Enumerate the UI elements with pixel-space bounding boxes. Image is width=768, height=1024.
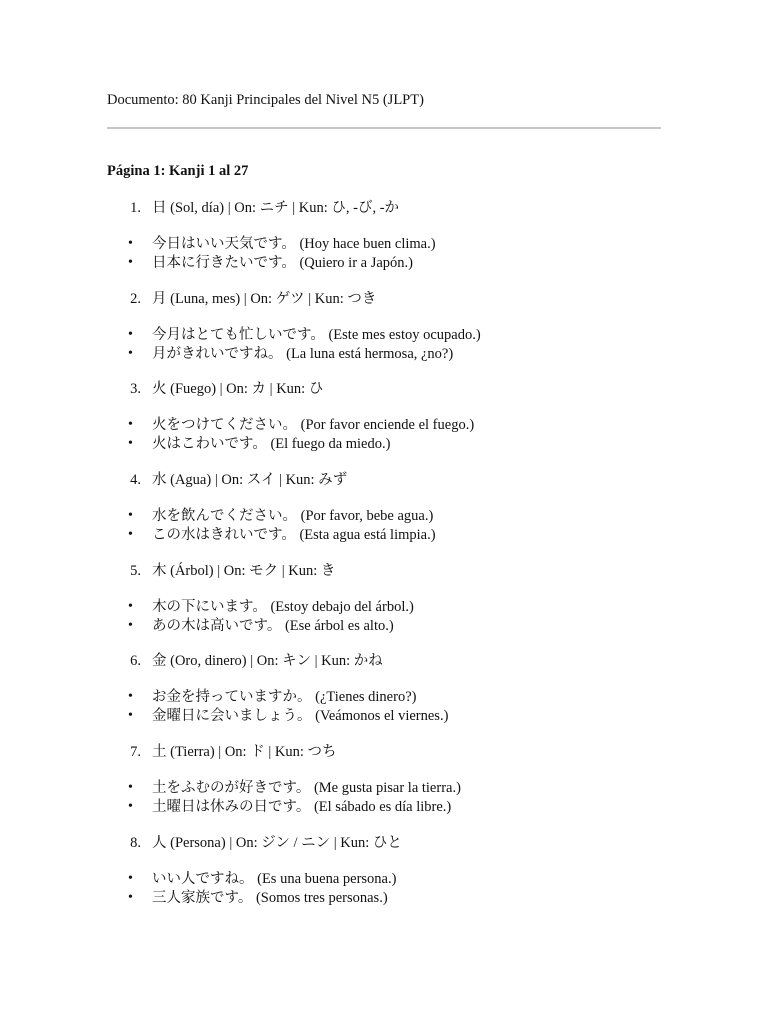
bullet-icon: •: [128, 798, 133, 814]
bullet-icon: •: [128, 327, 133, 342]
page-heading: Página 1: Kanji 1 al 27: [107, 163, 249, 179]
bullet-icon: •: [128, 435, 133, 451]
bullet-icon: •: [128, 417, 133, 432]
entry-number: 8.: [130, 835, 141, 851]
entry-number: 1.: [130, 200, 141, 216]
document-title: Documento: 80 Kanji Principales del Nivel N5 (JLPT): [107, 92, 424, 108]
bullet-icon: •: [128, 345, 133, 361]
entry-number: 6.: [130, 653, 141, 669]
bullet-icon: •: [128, 871, 133, 886]
bullet-icon: •: [128, 526, 133, 542]
bullet-icon: •: [128, 689, 133, 704]
entry-number: 4.: [130, 472, 141, 488]
entry-number: 2.: [130, 291, 141, 307]
kanji-definition: 水 (Agua) | On: スイ | Kun: みず: [152, 472, 348, 488]
bullet-icon: •: [128, 599, 133, 614]
bullet-icon: •: [128, 780, 133, 795]
bullet-icon: •: [128, 254, 133, 270]
entry-number: 7.: [130, 744, 141, 760]
bullet-icon: •: [128, 508, 133, 523]
kanji-definition: 金 (Oro, dinero) | On: キン | Kun: かね: [152, 653, 383, 669]
bullet-icon: •: [128, 707, 133, 723]
kanji-definition: 火 (Fuego) | On: カ | Kun: ひ: [152, 381, 324, 397]
kanji-definition: 木 (Árbol) | On: モク | Kun: き: [152, 563, 336, 579]
kanji-definition: 土 (Tierra) | On: ド | Kun: つち: [152, 744, 337, 760]
kanji-definition: 月 (Luna, mes) | On: ゲツ | Kun: つき: [152, 291, 377, 307]
bullet-icon: •: [128, 617, 133, 633]
kanji-definition: 日 (Sol, día) | On: ニチ | Kun: ひ, -び, -か: [152, 200, 400, 216]
title-divider: [107, 127, 661, 129]
entry-number: 5.: [130, 563, 141, 579]
bullet-icon: •: [128, 236, 133, 251]
kanji-definition: 人 (Persona) | On: ジン / ニン | Kun: ひと: [152, 835, 402, 851]
bullet-icon: •: [128, 889, 133, 905]
entry-number: 3.: [130, 381, 141, 397]
